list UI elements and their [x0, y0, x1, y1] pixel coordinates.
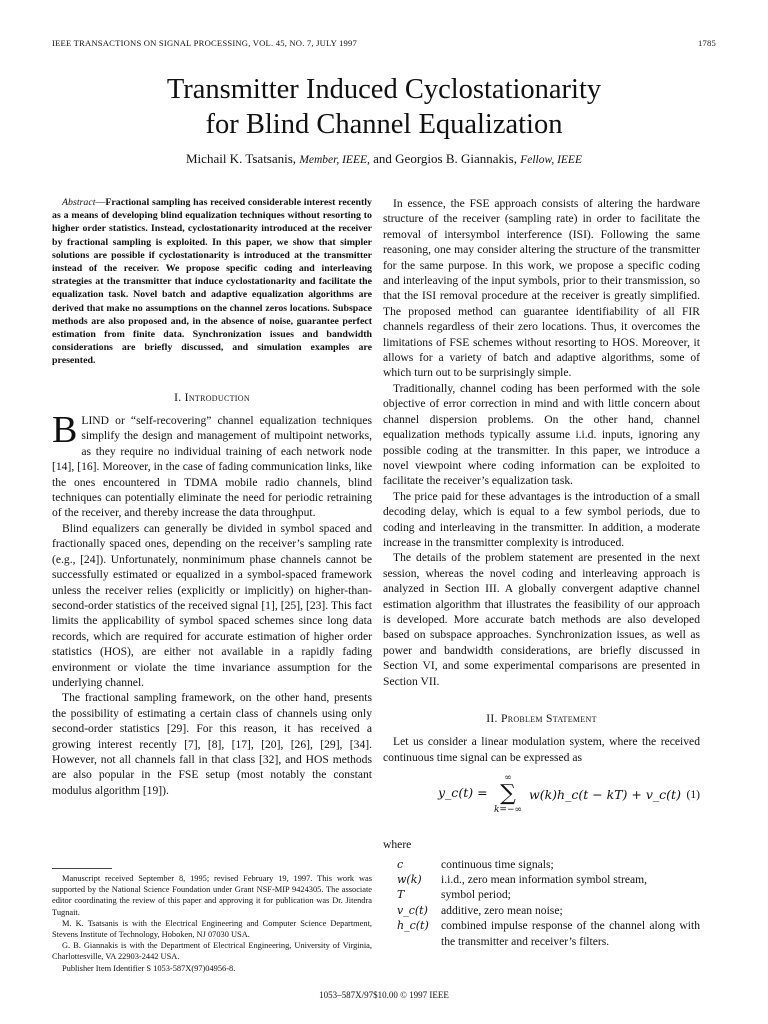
symbol-definitions [383, 857, 700, 949]
definition-row [383, 918, 700, 949]
definition-text: i.i.d., zero mean information symbol stream, [441, 873, 648, 887]
sigma-glyph: ∑ [500, 781, 516, 807]
abstract-dash: — [95, 197, 106, 208]
definition-row [383, 857, 700, 872]
summation-upper-limit: ∞ [504, 773, 512, 784]
equation-number: (1) [686, 788, 700, 802]
intro-paragraph-1 [52, 409, 372, 521]
right-paragraph-1: In essence, the FSE approach consists of altering the hardware structure of the receiver (sampling rate) in order to facilitate the removal of intersymbol interference (ISI). Following the same reasoning, one may consider altering the structure of the transmitter for the same purpose. In this work, we propose a specific coding and interleaving of the input symbols, prior to their transmission, so that the ISI removal procedure at the receiver is greatly simplified. The proposed method can guarantee identifiability of all FIR channels regardless of their zero locations. Thus, it overcomes the limitations of FSE schemes without resorting to HOS. Moreover, it allows for a variety of batch and adaptive algorithms, some of which turn out to be surprisingly simple. [383, 197, 700, 380]
paper-title [40, 72, 728, 142]
section-number: II. [486, 712, 498, 725]
section-heading-introduction [52, 390, 372, 405]
footnote-author-1: M. K. Tsatsanis is with the Electrical Engineering and Computer Science Department, Stevens Institute of Technology, Hoboken, NJ 07030 USA. [52, 918, 372, 940]
equation-1 [383, 771, 700, 829]
author-2-role: Fellow, IEEE [520, 154, 582, 166]
journal-citation: IEEE TRANSACTIONS ON SIGNAL PROCESSING, VOL. 45, NO. 7, JULY 1997 [52, 38, 358, 48]
abstract [52, 196, 372, 368]
author-1: Michail K. Tsatsanis, [186, 151, 297, 166]
section-heading-problem-statement [383, 711, 700, 726]
left-column [52, 196, 372, 798]
intro-paragraph-3: The fractional sampling framework, on the other hand, presents the possibility of estimating a certain class of channels using only second-order statistics [29]. For this reason, it has received a growing interest recently [7], [8], [17], [20], [26], [29], [34]. However, not all channels fall in that class [32], and HOS methods are also popular in the FSE setup (most notably the constant modulus algorithm [19]). [52, 691, 372, 797]
author-2: Georgios B. Giannakis, [395, 151, 517, 166]
equation-lhs: y_c(t) = [438, 785, 488, 801]
author-1-role: Member, IEEE, [299, 154, 370, 166]
definition-symbol: v_c(t) [397, 903, 428, 917]
intro-paragraph-1-text: LIND or “self-recovering” channel equalization techniques simplify the design and management of multipoint networks, as they require no individual training of each network node [14], [16]. Moreover, in the case of fading communication links, like the ones encountered in TDMA mobile radio channels, blind techniques can potentially eliminate the need for periodic retraining of the receiver, and thereby increase the data throughput. [52, 414, 372, 520]
definition-text: symbol period; [441, 888, 511, 902]
section-title: Problem Statement [500, 712, 597, 725]
right-paragraph-2: Traditionally, channel coding has been performed with the sole objective of error correction in mind and with little concern about channel dispersion problems. On the other hand, channel equalization methods typically assume i.i.d. inputs, ignoring any possible coding at the transmitter. In this paper, we introduce a novel viewpoint where coding information can be exploited to facilitate the receiver’s equalization task. [383, 381, 700, 488]
footnotes [52, 868, 372, 974]
right-paragraph-3: The price paid for these advantages is the introduction of a small decoding delay, which is equal to a few symbol periods, due to coding and interleaving in the transmitter. In addition, a moderate increase in the transmitter complexity is introduced. [383, 489, 700, 549]
definition-row [383, 887, 700, 902]
definition-symbol: c [397, 857, 404, 871]
summation-symbol [493, 773, 523, 815]
footnote-author-2: G. B. Giannakis is with the Department of Electrical Engineering, University of Virginia, Charlottesville, VA 22903-2442 USA. [52, 941, 372, 962]
page-number: 1785 [698, 38, 716, 48]
drop-cap: B [52, 409, 78, 452]
right-column [383, 196, 700, 949]
footnote-publisher-id: Publisher Item Identifier S 1053-587X(97)04956-8. [62, 963, 236, 973]
definition-text: combined impulse response of the channel along with the transmitter and receiver’s filters. [441, 919, 700, 948]
title-line-1: Transmitter Induced Cyclostationarity [166, 74, 602, 105]
copyright-footer: 1053–587X/97$10.00 © 1997 IEEE [319, 990, 449, 1000]
author-line [40, 151, 728, 167]
definition-row [383, 872, 700, 887]
definition-text: additive, zero mean noise; [441, 903, 563, 917]
definition-row [383, 903, 700, 918]
section-number: I. [174, 390, 182, 404]
title-line-2: for Blind Channel Equalization [205, 109, 563, 140]
author-conjunction: and [373, 151, 392, 166]
footnote-manuscript: Manuscript received September 8, 1995; revised February 19, 1997. This work was supported by the National Science Foundation under Grant NSF-MIP 9424305. The associate editor coordinating the review of this paper and approving it for publication was Dr. Jitendra Tugnait. [52, 874, 372, 917]
summation-lower-limit: k=−∞ [493, 805, 523, 816]
abstract-text: Fractional sampling has received considerable interest recently as a means of developing blind equalization techniques without resorting to higher order statistics. Instead, cyclostationarity introduced at the receiver by fractional sampling is exploited. In this paper, we show that simpler solutions are possible if cyclostationarity is introduced at the transmitter instead of the receiver. We propose specific coding and interleaving strategies at the transmitter that induce cyclostationarity and facilitate the equalization task. Novel batch and adaptive equalization algorithms are derived that make no assumptions on the channel zeros locations. Subspace methods are also proposed and, in the absence of noise, guarantee perfect estimation from finite data. Synchronization issues and bandwidth considerations are briefly discussed, and simulation examples are presented. [52, 197, 372, 367]
definition-symbol: w(k) [397, 873, 422, 887]
right-paragraph-5: Let us consider a linear modulation system, where the received continuous time signal can be expressed as [383, 735, 700, 764]
footnote-rule [52, 868, 112, 869]
abstract-lead: Abstract [62, 197, 96, 208]
definition-text: continuous time signals; [441, 857, 554, 871]
intro-paragraph-2: Blind equalizers can generally be divided in symbol spaced and fractionally spaced ones, depending on the receiver’s sampling rate (e.g., [24]). Unfortunately, nonminimum phase channels cannot be successfully estimated or equalized in a symbol-spaced framework unless the receiver relies (explicitly or implicitly) on higher-than-second-order statistics of the received signal [1], [25], [23]. This fact limits the applicability of symbol spaced schemes since long data records, which are required for accurate estimation of higher order statistics (HOS), are either not available in a rapidly fading environment or violate the time invariance assumption for the underlying channel. [52, 521, 372, 689]
definition-symbol: h_c(t) [397, 919, 429, 933]
right-paragraph-4: The details of the problem statement are presented in the next session, whereas the novel coding and interleaving approach is analyzed in Section III. A globally convergent adaptive channel estimation algorithm that illustrates the feasibility of our approach is developed. More accurate batch methods are also developed based on subspace approaches. Synchronization issues, as well as power and bandwidth considerations, are briefly discussed in Section VI, and some experimental comparisons are presented in Section VII. [383, 551, 700, 688]
section-title: Introduction [184, 390, 250, 404]
definition-symbol: T [397, 888, 405, 902]
equation-rhs: w(k)h_c(t − kT) + v_c(t) [529, 787, 681, 803]
where-label: where [383, 838, 412, 852]
